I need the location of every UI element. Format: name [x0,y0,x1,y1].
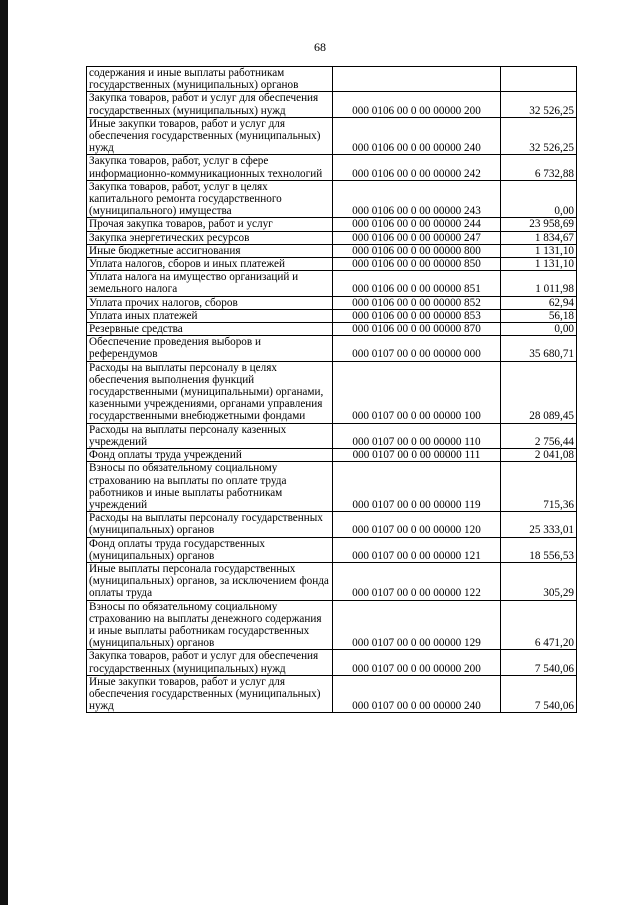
row-amount-cell: 305,29 [501,562,577,600]
row-code-cell: 000 0107 00 0 00 00000 200 [333,650,501,675]
table-row [87,512,577,537]
table-body [87,67,577,713]
row-amount-cell: 18 556,53 [501,537,577,562]
table-row [87,336,577,361]
row-amount-cell: 715,36 [501,462,577,512]
row-code-cell: 000 0107 00 0 00 00000 122 [333,562,501,600]
table-row [87,449,577,462]
table-row [87,650,577,675]
row-name-cell: Расходы на выплаты персоналу казенных учреждений [87,423,333,448]
table-row [87,562,577,600]
row-code-cell: 000 0106 00 0 00 00000 800 [333,244,501,257]
table-row [87,675,577,713]
row-name-cell: Фонд оплаты труда государственных (муниципальных) органов [87,537,333,562]
table-row [87,258,577,271]
row-name-cell: Уплата налога на имущество организаций и земельного налога [87,271,333,296]
table-row [87,117,577,155]
row-amount-cell: 32 526,25 [501,117,577,155]
table-row [87,296,577,309]
budget-table [86,66,577,713]
row-code-cell: 000 0106 00 0 00 00000 244 [333,218,501,231]
row-name-cell: Уплата налогов, сборов и иных платежей [87,258,333,271]
row-amount-cell: 62,94 [501,296,577,309]
table-row [87,323,577,336]
row-code-cell: 000 0106 00 0 00 00000 870 [333,323,501,336]
row-amount-cell: 2 756,44 [501,423,577,448]
row-amount-cell: 2 041,08 [501,449,577,462]
row-code-cell: 000 0107 00 0 00 00000 120 [333,512,501,537]
row-code-cell: 000 0106 00 0 00 00000 853 [333,309,501,322]
row-code-cell: 000 0106 00 0 00 00000 240 [333,117,501,155]
row-code-cell: 000 0106 00 0 00 00000 243 [333,180,501,218]
row-code-cell: 000 0107 00 0 00 00000 121 [333,537,501,562]
row-amount-cell: 28 089,45 [501,361,577,423]
row-name-cell: Уплата прочих налогов, сборов [87,296,333,309]
row-name-cell: Иные закупки товаров, работ и услуг для обеспечения государственных (муниципальных) нужд [87,675,333,713]
table-row [87,231,577,244]
row-name-cell: Иные выплаты персонала государственных (муниципальных) органов, за исключением фонда оплаты труда [87,562,333,600]
table-row [87,67,577,92]
row-name-cell: Закупка товаров, работ и услуг для обеспечения государственных (муниципальных) нужд [87,92,333,117]
row-name-cell: Резервные средства [87,323,333,336]
row-name-cell: Взносы по обязательному социальному страхованию на выплаты денежного содержания и иные выплаты работникам государственных (муниципальных) органов [87,600,333,650]
row-name-cell: Фонд оплаты труда учреждений [87,449,333,462]
table-row [87,423,577,448]
table-row [87,244,577,257]
row-amount-cell [501,67,577,92]
row-amount-cell: 6 471,20 [501,600,577,650]
row-name-cell: Прочая закупка товаров, работ и услуг [87,218,333,231]
row-amount-cell: 0,00 [501,180,577,218]
row-code-cell: 000 0107 00 0 00 00000 110 [333,423,501,448]
table-row [87,218,577,231]
table-row [87,361,577,423]
table-row [87,180,577,218]
row-name-cell: Иные закупки товаров, работ и услуг для обеспечения государственных (муниципальных) нужд [87,117,333,155]
row-amount-cell: 32 526,25 [501,92,577,117]
table-row [87,309,577,322]
table-row [87,271,577,296]
row-code-cell: 000 0106 00 0 00 00000 200 [333,92,501,117]
table-row [87,92,577,117]
row-name-cell: Закупка товаров, работ, услуг в сфере информационно-коммуникационных технологий [87,155,333,180]
row-amount-cell: 1 834,67 [501,231,577,244]
row-code-cell: 000 0107 00 0 00 00000 129 [333,600,501,650]
row-name-cell: Обеспечение проведения выборов и референдумов [87,336,333,361]
row-code-cell: 000 0106 00 0 00 00000 852 [333,296,501,309]
row-code-cell: 000 0106 00 0 00 00000 242 [333,155,501,180]
row-name-cell: Закупка товаров, работ, услуг в целях капитального ремонта государственного (муниципального) имущества [87,180,333,218]
table-row [87,155,577,180]
row-code-cell: 000 0107 00 0 00 00000 100 [333,361,501,423]
row-name-cell: Расходы на выплаты персоналу государственных (муниципальных) органов [87,512,333,537]
row-code-cell: 000 0107 00 0 00 00000 240 [333,675,501,713]
row-name-cell: Закупка товаров, работ и услуг для обеспечения государственных (муниципальных) нужд [87,650,333,675]
page-number: 68 [314,40,326,54]
row-amount-cell: 7 540,06 [501,675,577,713]
row-name-cell: Расходы на выплаты персоналу в целях обеспечения выполнения функций государственными (муниципальными) органами, казенными учреждениями, органами управления государственными внебюджетными фондами [87,361,333,423]
row-name-cell: Взносы по обязательному социальному страхованию на выплаты по оплате труда работников и иные выплаты работникам учреждений [87,462,333,512]
table-row [87,537,577,562]
row-code-cell [333,67,501,92]
row-name-cell: содержания и иные выплаты работникам государственных (муниципальных) органов [87,67,333,92]
row-code-cell: 000 0106 00 0 00 00000 851 [333,271,501,296]
table-row [87,462,577,512]
row-code-cell: 000 0107 00 0 00 00000 119 [333,462,501,512]
row-code-cell: 000 0106 00 0 00 00000 247 [333,231,501,244]
row-amount-cell: 0,00 [501,323,577,336]
row-amount-cell: 1 131,10 [501,244,577,257]
row-amount-cell: 1 131,10 [501,258,577,271]
row-amount-cell: 35 680,71 [501,336,577,361]
row-code-cell: 000 0106 00 0 00 00000 850 [333,258,501,271]
row-amount-cell: 7 540,06 [501,650,577,675]
row-amount-cell: 25 333,01 [501,512,577,537]
scan-edge [0,0,8,905]
row-amount-cell: 23 958,69 [501,218,577,231]
row-amount-cell: 56,18 [501,309,577,322]
row-amount-cell: 6 732,88 [501,155,577,180]
row-code-cell: 000 0107 00 0 00 00000 111 [333,449,501,462]
table-row [87,600,577,650]
row-code-cell: 000 0107 00 0 00 00000 000 [333,336,501,361]
row-amount-cell: 1 011,98 [501,271,577,296]
row-name-cell: Закупка энергетических ресурсов [87,231,333,244]
row-name-cell: Уплата иных платежей [87,309,333,322]
row-name-cell: Иные бюджетные ассигнования [87,244,333,257]
